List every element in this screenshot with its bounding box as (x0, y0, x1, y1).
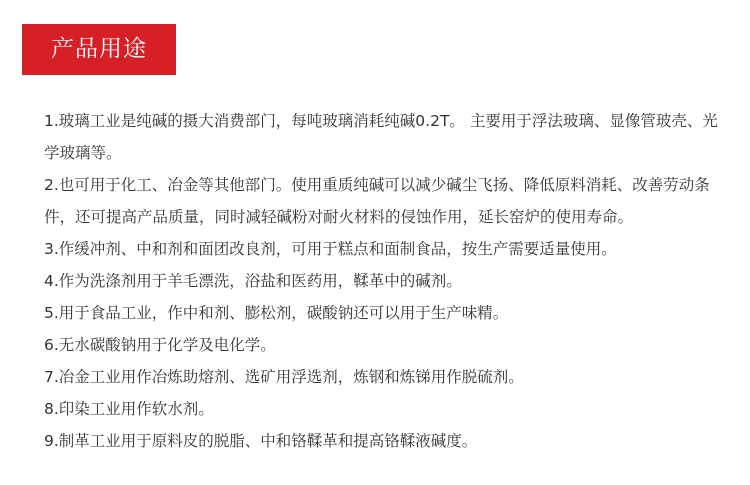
section-title: 产品用途 (22, 24, 176, 75)
usage-item-6: 6.无水碳酸钠用于化学及电化学。 (44, 336, 276, 354)
usage-list (44, 105, 726, 457)
usage-item-5: 5.用于食品工业，作中和剂、膨松剂，碳酸钠还可以用于生产味精。 (44, 304, 509, 322)
usage-item-1: 1.玻璃工业是纯碱的摄大消费部门，每吨玻璃消耗纯碱0.2T。 主要用于浮法玻璃、显像管玻壳、光学玻璃等。 (44, 112, 718, 162)
usage-item-8: 8.印染工业用作软水剂。 (44, 400, 214, 418)
usage-item-3: 3.作缓冲剂、中和剂和面团改良剂，可用于糕点和面制食品，按生产需要适量使用。 (44, 240, 617, 258)
usage-item-2: 2.也可用于化工、冶金等其他部门。使用重质纯碱可以减少碱尘飞扬、降低原料消耗、改善劳动条件，还可提高产品质量，同时减轻碱粉对耐火材料的侵蚀作用，延长窑炉的使用寿命。 (44, 176, 710, 226)
usage-item-9: 9.制革工业用于原料皮的脱脂、中和铬鞣革和提高铬鞣液碱度。 (44, 432, 478, 450)
usage-item-7: 7.冶金工业用作冶炼助熔剂、选矿用浮选剂，炼钢和炼锑用作脱硫剂。 (44, 368, 524, 386)
usage-item-4: 4.作为洗涤剂用于羊毛漂洗，浴盐和医药用，鞣革中的碱剂。 (44, 272, 462, 290)
